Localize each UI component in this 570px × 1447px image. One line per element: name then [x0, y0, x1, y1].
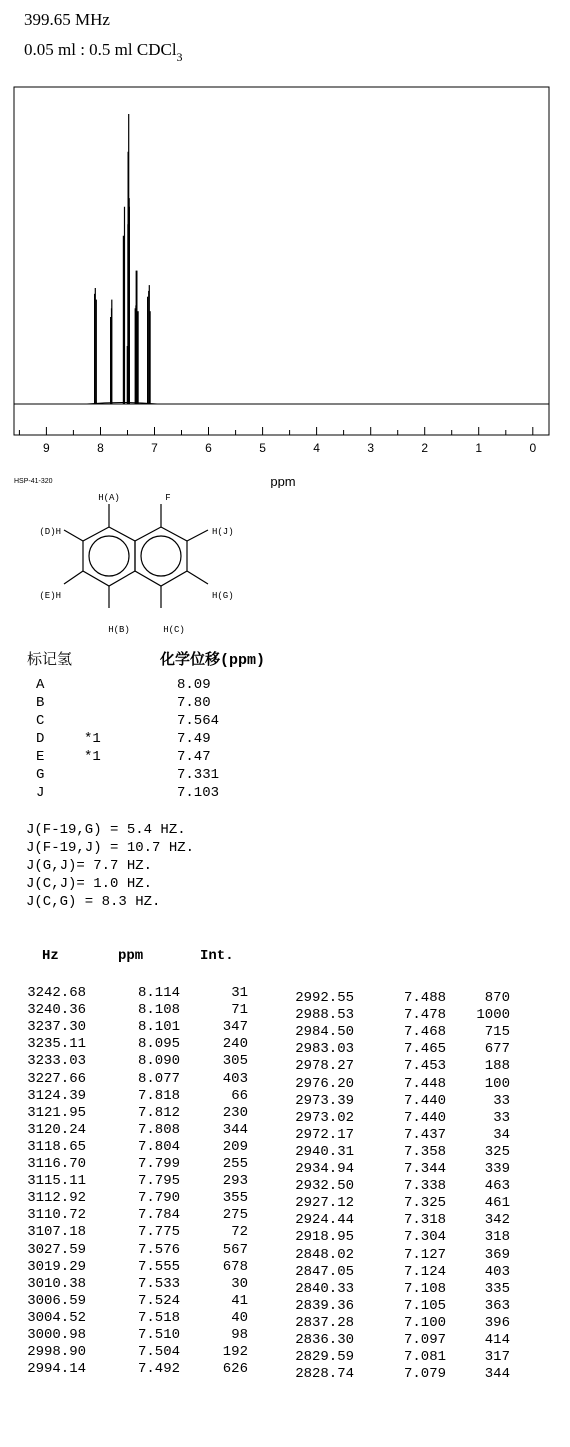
peak-ppm: 7.325	[403, 1195, 446, 1212]
peak-intensity: 678	[222, 1258, 248, 1275]
peak-hz: 3120.24	[27, 1121, 86, 1138]
peak-hz: 2988.53	[295, 1007, 354, 1024]
peak-ppm: 7.127	[403, 1246, 446, 1263]
peak-ppm: 8.108	[137, 1002, 180, 1019]
peak-intensity: 715	[484, 1024, 510, 1041]
peak-intensity: 344	[484, 1366, 510, 1383]
peak-ppm: 7.775	[137, 1224, 180, 1241]
chemical-structure	[22, 490, 282, 640]
solvent-text: 0.05 ml : 0.5 ml CDCl	[24, 40, 177, 59]
peak-hz: 2998.90	[27, 1344, 86, 1361]
nmr-spectrum-chart	[0, 78, 570, 488]
peak-intensity: 293	[222, 1173, 248, 1190]
peak-ppm: 7.478	[403, 1007, 446, 1024]
peak-ppm: 7.784	[137, 1207, 180, 1224]
peak-hz: 3233.03	[27, 1053, 86, 1070]
peak-ppm: 7.304	[403, 1229, 446, 1246]
peak-intensity: 355	[222, 1190, 248, 1207]
peak-intensity: 40	[231, 1309, 248, 1326]
peak-intensity: 339	[484, 1161, 510, 1177]
peak-ppm: 7.804	[137, 1138, 180, 1155]
peak-intensity: 403	[484, 1263, 510, 1280]
peak-intensity: 414	[484, 1332, 510, 1348]
compound-code: HSP-41-320	[14, 478, 53, 485]
peak-ppm: 7.448	[403, 1075, 446, 1092]
peak-intensity: 305	[222, 1053, 248, 1070]
bond-hg	[187, 571, 208, 584]
header-int: Int.	[200, 948, 234, 964]
peak-intensity: 240	[222, 1036, 248, 1053]
peak-intensity: 396	[484, 1314, 510, 1331]
peak-hz: 2839.36	[295, 1297, 354, 1314]
shift-label: A	[36, 677, 45, 693]
peak-intensity: 255	[222, 1156, 248, 1172]
peak-hz: 2983.03	[295, 1041, 354, 1058]
shift-value: 7.80	[177, 695, 211, 711]
peak-hz: 3110.72	[27, 1207, 86, 1224]
peak-ppm: 7.108	[403, 1280, 446, 1297]
peak-intensity: 230	[222, 1104, 248, 1121]
solvent-subscript: 3	[176, 50, 183, 64]
peak-hz: 2837.28	[295, 1314, 354, 1331]
peak-intensity: 41	[231, 1292, 248, 1309]
x-tick-label: 0	[529, 441, 537, 455]
label-he: (E)H	[39, 591, 61, 601]
peak-intensity: 344	[222, 1121, 248, 1138]
x-tick-label: 4	[313, 441, 320, 455]
peak-ppm: 7.799	[137, 1156, 180, 1172]
header-hz: Hz	[42, 948, 59, 964]
naphthalene-rings	[64, 504, 208, 608]
peak-ppm: 7.437	[403, 1126, 446, 1143]
shift-value: 8.09	[177, 677, 211, 693]
peak-intensity: 369	[484, 1246, 510, 1263]
peak-hz: 3006.59	[27, 1292, 86, 1309]
peak-ppm: 7.079	[403, 1366, 446, 1383]
peak-hz: 2918.95	[295, 1229, 354, 1246]
peak-hz: 2978.27	[295, 1058, 354, 1075]
peak-intensity: 275	[222, 1207, 248, 1224]
peak-ppm: 7.576	[137, 1241, 180, 1258]
label-hg: H(G)	[212, 591, 234, 601]
coupling-line: J(C,J)= 1.0 HZ.	[26, 876, 153, 892]
shift-value: 7.103	[177, 785, 220, 801]
peak-ppm: 7.100	[403, 1314, 446, 1331]
peak-hz: 3010.38	[27, 1275, 86, 1292]
peak-ppm: 7.524	[137, 1292, 180, 1309]
peak-ppm: 7.358	[403, 1143, 446, 1160]
peak-intensity: 30	[231, 1275, 248, 1292]
peak-hz: 2924.44	[295, 1212, 354, 1229]
coupling-line: J(G,J)= 7.7 HZ.	[26, 858, 153, 874]
peak-intensity: 98	[231, 1327, 248, 1343]
header-ppm: ppm	[118, 948, 144, 964]
peak-ppm: 7.338	[403, 1178, 446, 1195]
solvent-info	[24, 40, 183, 65]
peak-intensity: 567	[222, 1241, 248, 1258]
peak-hz: 3118.65	[27, 1138, 86, 1155]
peak-hz: 2973.39	[295, 1092, 354, 1109]
coupling-line: J(F-19,G) = 5.4 HZ.	[26, 822, 186, 838]
shift-value: 7.49	[177, 731, 211, 747]
peak-hz: 3107.18	[27, 1224, 86, 1241]
label-hc: H(C)	[163, 625, 185, 635]
peak-intensity: 66	[231, 1087, 248, 1104]
peak-hz: 2927.12	[295, 1195, 354, 1212]
peak-hz: 2847.05	[295, 1263, 354, 1280]
peak-intensity: 403	[222, 1070, 248, 1087]
peak-hz: 3112.92	[27, 1190, 86, 1207]
shift-value: 7.47	[177, 749, 211, 765]
peak-intensity: 192	[222, 1344, 248, 1361]
shift-label: G	[36, 767, 45, 783]
peak-intensity: 317	[484, 1349, 510, 1366]
peak-ppm: 7.555	[137, 1258, 180, 1275]
peak-intensity: 100	[484, 1075, 510, 1092]
peak-ppm: 7.795	[137, 1173, 180, 1190]
label-ha: H(A)	[98, 493, 120, 503]
bond-hd	[64, 530, 83, 541]
shift-table-ppm-header: 化学位移(ppm)	[160, 652, 266, 669]
label-f: F	[165, 493, 171, 503]
left-aromatic-circle	[89, 536, 129, 576]
peak-intensity: 1000	[476, 1007, 510, 1024]
peak-intensity: 342	[484, 1212, 510, 1229]
peak-hz: 3240.36	[27, 1002, 86, 1019]
shift-table-label-header: 标记氢	[27, 651, 73, 668]
peak-hz: 2828.74	[295, 1366, 354, 1383]
x-tick-label: 9	[43, 441, 50, 455]
peak-hz: 3235.11	[27, 1036, 86, 1053]
coupling-line: J(F-19,J) = 10.7 HZ.	[26, 840, 195, 856]
peak-hz: 2934.94	[295, 1161, 354, 1177]
right-aromatic-circle	[141, 536, 181, 576]
peak-ppm: 7.533	[137, 1275, 180, 1292]
peak-ppm: 7.081	[403, 1349, 446, 1366]
peak-hz: 2976.20	[295, 1075, 354, 1092]
peak-ppm: 7.812	[137, 1104, 180, 1121]
x-tick-label: 1	[475, 441, 483, 455]
bond-he	[64, 571, 83, 584]
peak-ppm: 8.090	[137, 1053, 180, 1070]
spectrometer-frequency: 399.65 MHz	[24, 10, 110, 29]
peak-ppm: 7.097	[403, 1332, 446, 1348]
peak-hz: 3124.39	[27, 1087, 86, 1104]
peak-intensity: 347	[222, 1019, 248, 1036]
peak-hz: 3116.70	[27, 1156, 86, 1172]
peak-intensity: 677	[484, 1041, 510, 1058]
peak-hz: 3019.29	[27, 1258, 86, 1275]
label-hb: H(B)	[108, 625, 130, 635]
peak-intensity: 31	[231, 985, 248, 1001]
x-axis-ticks	[19, 427, 536, 455]
peak-ppm: 7.124	[403, 1263, 446, 1280]
label-hj: H(J)	[212, 527, 234, 537]
label-hd: (D)H	[39, 527, 61, 537]
peak-ppm: 7.510	[137, 1327, 180, 1343]
peak-intensity: 33	[493, 1109, 510, 1126]
peak-hz: 2973.02	[295, 1109, 354, 1126]
peak-ppm: 8.114	[137, 985, 180, 1001]
peak-hz: 2972.17	[295, 1126, 354, 1143]
shift-label: J	[36, 785, 45, 801]
shift-label: B	[36, 695, 45, 711]
peak-hz: 2984.50	[295, 1024, 354, 1041]
peak-intensity: 318	[484, 1229, 510, 1246]
x-axis-label: ppm	[270, 474, 296, 488]
shift-value: 7.564	[177, 713, 220, 729]
peak-hz: 3227.66	[27, 1070, 86, 1087]
peak-hz: 2994.14	[27, 1361, 86, 1378]
peak-ppm: 7.440	[403, 1092, 446, 1109]
peak-hz: 2932.50	[295, 1178, 354, 1195]
peak-hz: 2840.33	[295, 1280, 354, 1297]
peak-ppm: 7.468	[403, 1024, 446, 1041]
peak-intensity: 188	[484, 1058, 510, 1075]
peak-intensity: 870	[484, 990, 510, 1006]
peak-intensity: 463	[484, 1178, 510, 1195]
x-tick-label: 2	[421, 441, 429, 455]
peak-intensity: 461	[484, 1195, 510, 1212]
peak-ppm: 7.105	[403, 1297, 446, 1314]
peak-ppm: 7.344	[403, 1161, 446, 1177]
peak-hz: 3027.59	[27, 1241, 86, 1258]
peak-intensity: 209	[222, 1138, 248, 1155]
peak-group	[87, 114, 157, 404]
x-tick-label: 8	[97, 441, 104, 455]
shift-note: *1	[84, 749, 101, 765]
peak-ppm: 7.808	[137, 1121, 180, 1138]
peak-ppm: 7.465	[403, 1041, 446, 1058]
shift-label: E	[36, 749, 45, 765]
peak-ppm: 7.453	[403, 1058, 446, 1075]
peak-ppm: 7.518	[137, 1309, 180, 1326]
x-tick-label: 5	[259, 441, 266, 455]
peak-ppm: 7.318	[403, 1212, 446, 1229]
peak-ppm: 7.790	[137, 1190, 180, 1207]
peak-intensity: 335	[484, 1280, 510, 1297]
peak-ppm: 8.095	[137, 1036, 180, 1053]
x-tick-label: 3	[367, 441, 375, 455]
peak-hz: 2940.31	[295, 1143, 354, 1160]
peak-intensity: 72	[231, 1224, 248, 1241]
shift-note: *1	[84, 731, 101, 747]
peak-intensity: 626	[222, 1361, 248, 1378]
peak-hz: 2829.59	[295, 1349, 354, 1366]
x-tick-label: 7	[151, 441, 158, 455]
peak-hz: 3000.98	[27, 1327, 86, 1343]
peak-intensity: 325	[484, 1143, 510, 1160]
peak-hz: 2848.02	[295, 1246, 354, 1263]
peak-intensity: 363	[484, 1297, 510, 1314]
shift-value: 7.331	[177, 767, 220, 783]
peak-hz: 3237.30	[27, 1019, 86, 1036]
peak-ppm: 7.504	[137, 1344, 180, 1361]
coupling-line: J(C,G) = 8.3 HZ.	[26, 894, 161, 910]
shift-label: C	[36, 713, 45, 729]
peak-hz: 2836.30	[295, 1332, 354, 1348]
peak-intensity: 33	[493, 1092, 510, 1109]
peak-intensity: 34	[493, 1126, 510, 1143]
shift-label: D	[36, 731, 45, 747]
peak-ppm: 7.488	[403, 990, 446, 1006]
bond-hj	[187, 530, 208, 541]
peak-ppm: 8.101	[137, 1019, 180, 1036]
peak-ppm: 7.440	[403, 1109, 446, 1126]
peak-ppm: 7.818	[137, 1087, 180, 1104]
peak-hz: 3004.52	[27, 1309, 86, 1326]
peak-hz: 3115.11	[27, 1173, 86, 1190]
peak-hz: 2992.55	[295, 990, 354, 1006]
x-tick-label: 6	[205, 441, 212, 455]
peak-ppm: 8.077	[137, 1070, 180, 1087]
peak-intensity: 71	[231, 1002, 248, 1019]
peak-ppm: 7.492	[137, 1361, 180, 1378]
peak-hz: 3242.68	[27, 985, 86, 1001]
peak-hz: 3121.95	[27, 1104, 86, 1121]
